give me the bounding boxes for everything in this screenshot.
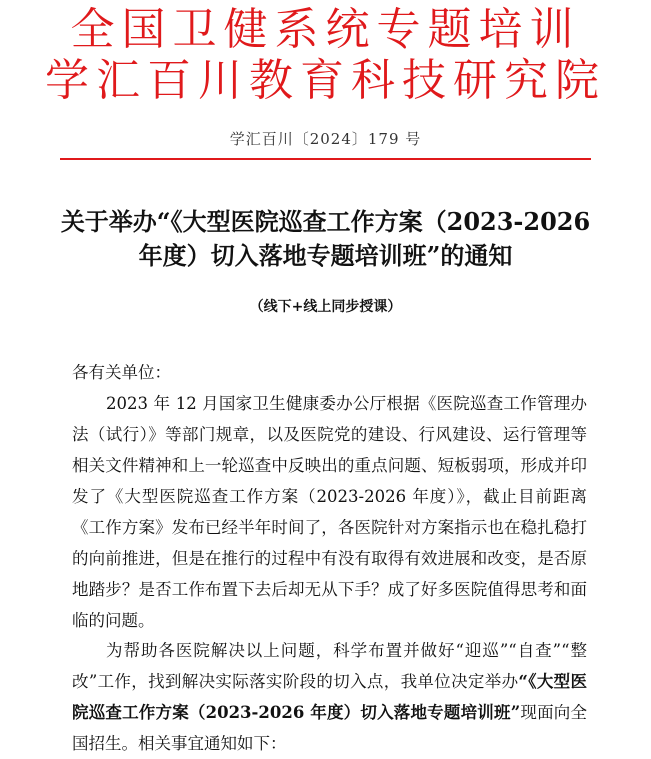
document-number: 学汇百川〔2024〕179 号 <box>229 130 422 148</box>
salutation: 各有关单位： <box>72 363 171 382</box>
body-paragraph-2 <box>72 635 587 759</box>
header-title-line-1: 全国卫健系统专题培训 <box>70 4 581 55</box>
body-paragraph-2-intro: 为帮助各医院解决以上问题，科学布置并做好“迎巡”“自查”“整改”工作，找到解决实际落实阶段的切入点，我单位决定举办 <box>72 641 587 691</box>
training-course-name: “《大型医院巡查工作方案（2023-2026 年度）切入落地专题培训班” <box>72 672 587 722</box>
header-title-line-2: 学汇百川教育科技研究院 <box>45 55 606 106</box>
notice-title-line-1: 关于举办“《大型医院巡查工作方案（2023-2026 <box>60 207 591 236</box>
body-paragraph-1: 2023 年 12 月国家卫生健康委办公厅根据《医院巡查工作管理办法（试行）》等部门规章，以及医院党的建设、行风建设、运行管理等相关文件精神和上一轮巡查中反映出的重点问题、短板弱项，形成并印发了《大型医院巡查工作方案（2023-2026 年度）》，截止目前距离《工作方案》发布已经半年时间了，各医院针对方案指示也在稳扎稳打的向前推进，但是在推行的过程中有没有取得有效进展和改变，是否原地踏步？是否工作布置下去后却无从下手？成了好多医院值得思考和面临的问题。 <box>72 394 587 630</box>
notice-title <box>50 205 601 273</box>
body-paragraph-2-outro: 现面向全国招生。相关事宜通知如下： <box>72 703 587 753</box>
red-divider-rule <box>60 158 591 160</box>
notice-subtitle: （线下+线上同步授课） <box>249 299 402 315</box>
notice-title-line-2: 年度）切入落地专题培训班”的通知 <box>138 241 513 270</box>
